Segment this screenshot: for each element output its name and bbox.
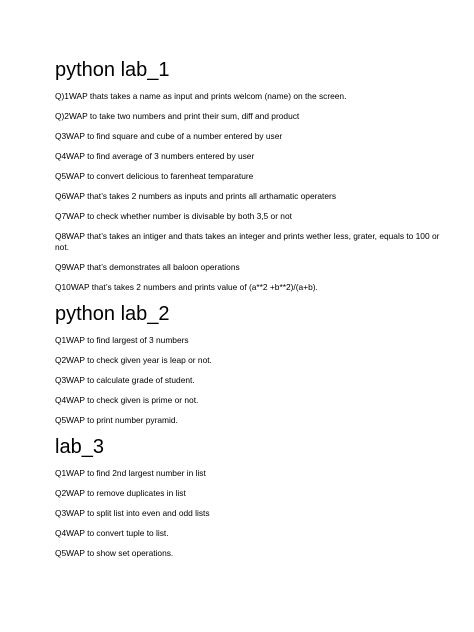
question-item: Q5WAP to convert delicious to farenheat temparature (55, 171, 254, 181)
question-item: Q4WAP to convert tuple to list. (55, 528, 169, 538)
question-item: Q)2WAP to take two numbers and print their sum, diff and product (55, 111, 300, 121)
question-item: Q6WAP that’s takes 2 numbers as inputs and prints all arthamatic operaters (55, 191, 337, 201)
question-item: Q1WAP to find 2nd largest number in list (55, 468, 206, 478)
section-title: python lab_1 (55, 59, 170, 81)
section-python-lab-2 (55, 302, 444, 426)
section-title: lab_3 (55, 436, 104, 458)
question-item: Q)1WAP thats takes a name as input and prints welcom (name) on the screen. (55, 91, 347, 101)
question-item: Q10WAP that’s takes 2 numbers and prints value of (a**2 +b**2)/(a+b). (55, 282, 318, 292)
question-item: Q7WAP to check whether number is divisable by both 3,5 or not (55, 211, 292, 221)
question-item: Q5WAP to show set operations. (55, 548, 174, 558)
question-item: Q2WAP to remove duplicates in list (55, 488, 186, 498)
section-python-lab-1 (55, 58, 444, 293)
question-item: Q1WAP to find largest of 3 numbers (55, 335, 189, 345)
question-item: Q9WAP that’s demonstrates all baloon operations (55, 262, 240, 272)
question-item: Q5WAP to print number pyramid. (55, 415, 178, 425)
question-item: Q4WAP to check given is prime or not. (55, 395, 199, 405)
question-item: Q3WAP to calculate grade of student. (55, 375, 195, 385)
question-item: Q3WAP to find square and cube of a number entered by user (55, 131, 283, 141)
question-item: Q4WAP to find average of 3 numbers entered by user (55, 151, 255, 161)
question-item: Q2WAP to check given year is leap or not. (55, 355, 212, 365)
section-lab-3 (55, 435, 444, 559)
section-title: python lab_2 (55, 303, 170, 325)
question-item: Q3WAP to split list into even and odd lists (55, 508, 210, 518)
question-item: Q8WAP that’s takes an intiger and thats takes an integer and prints wether less, grater, equals to 100 or not. (55, 231, 440, 252)
